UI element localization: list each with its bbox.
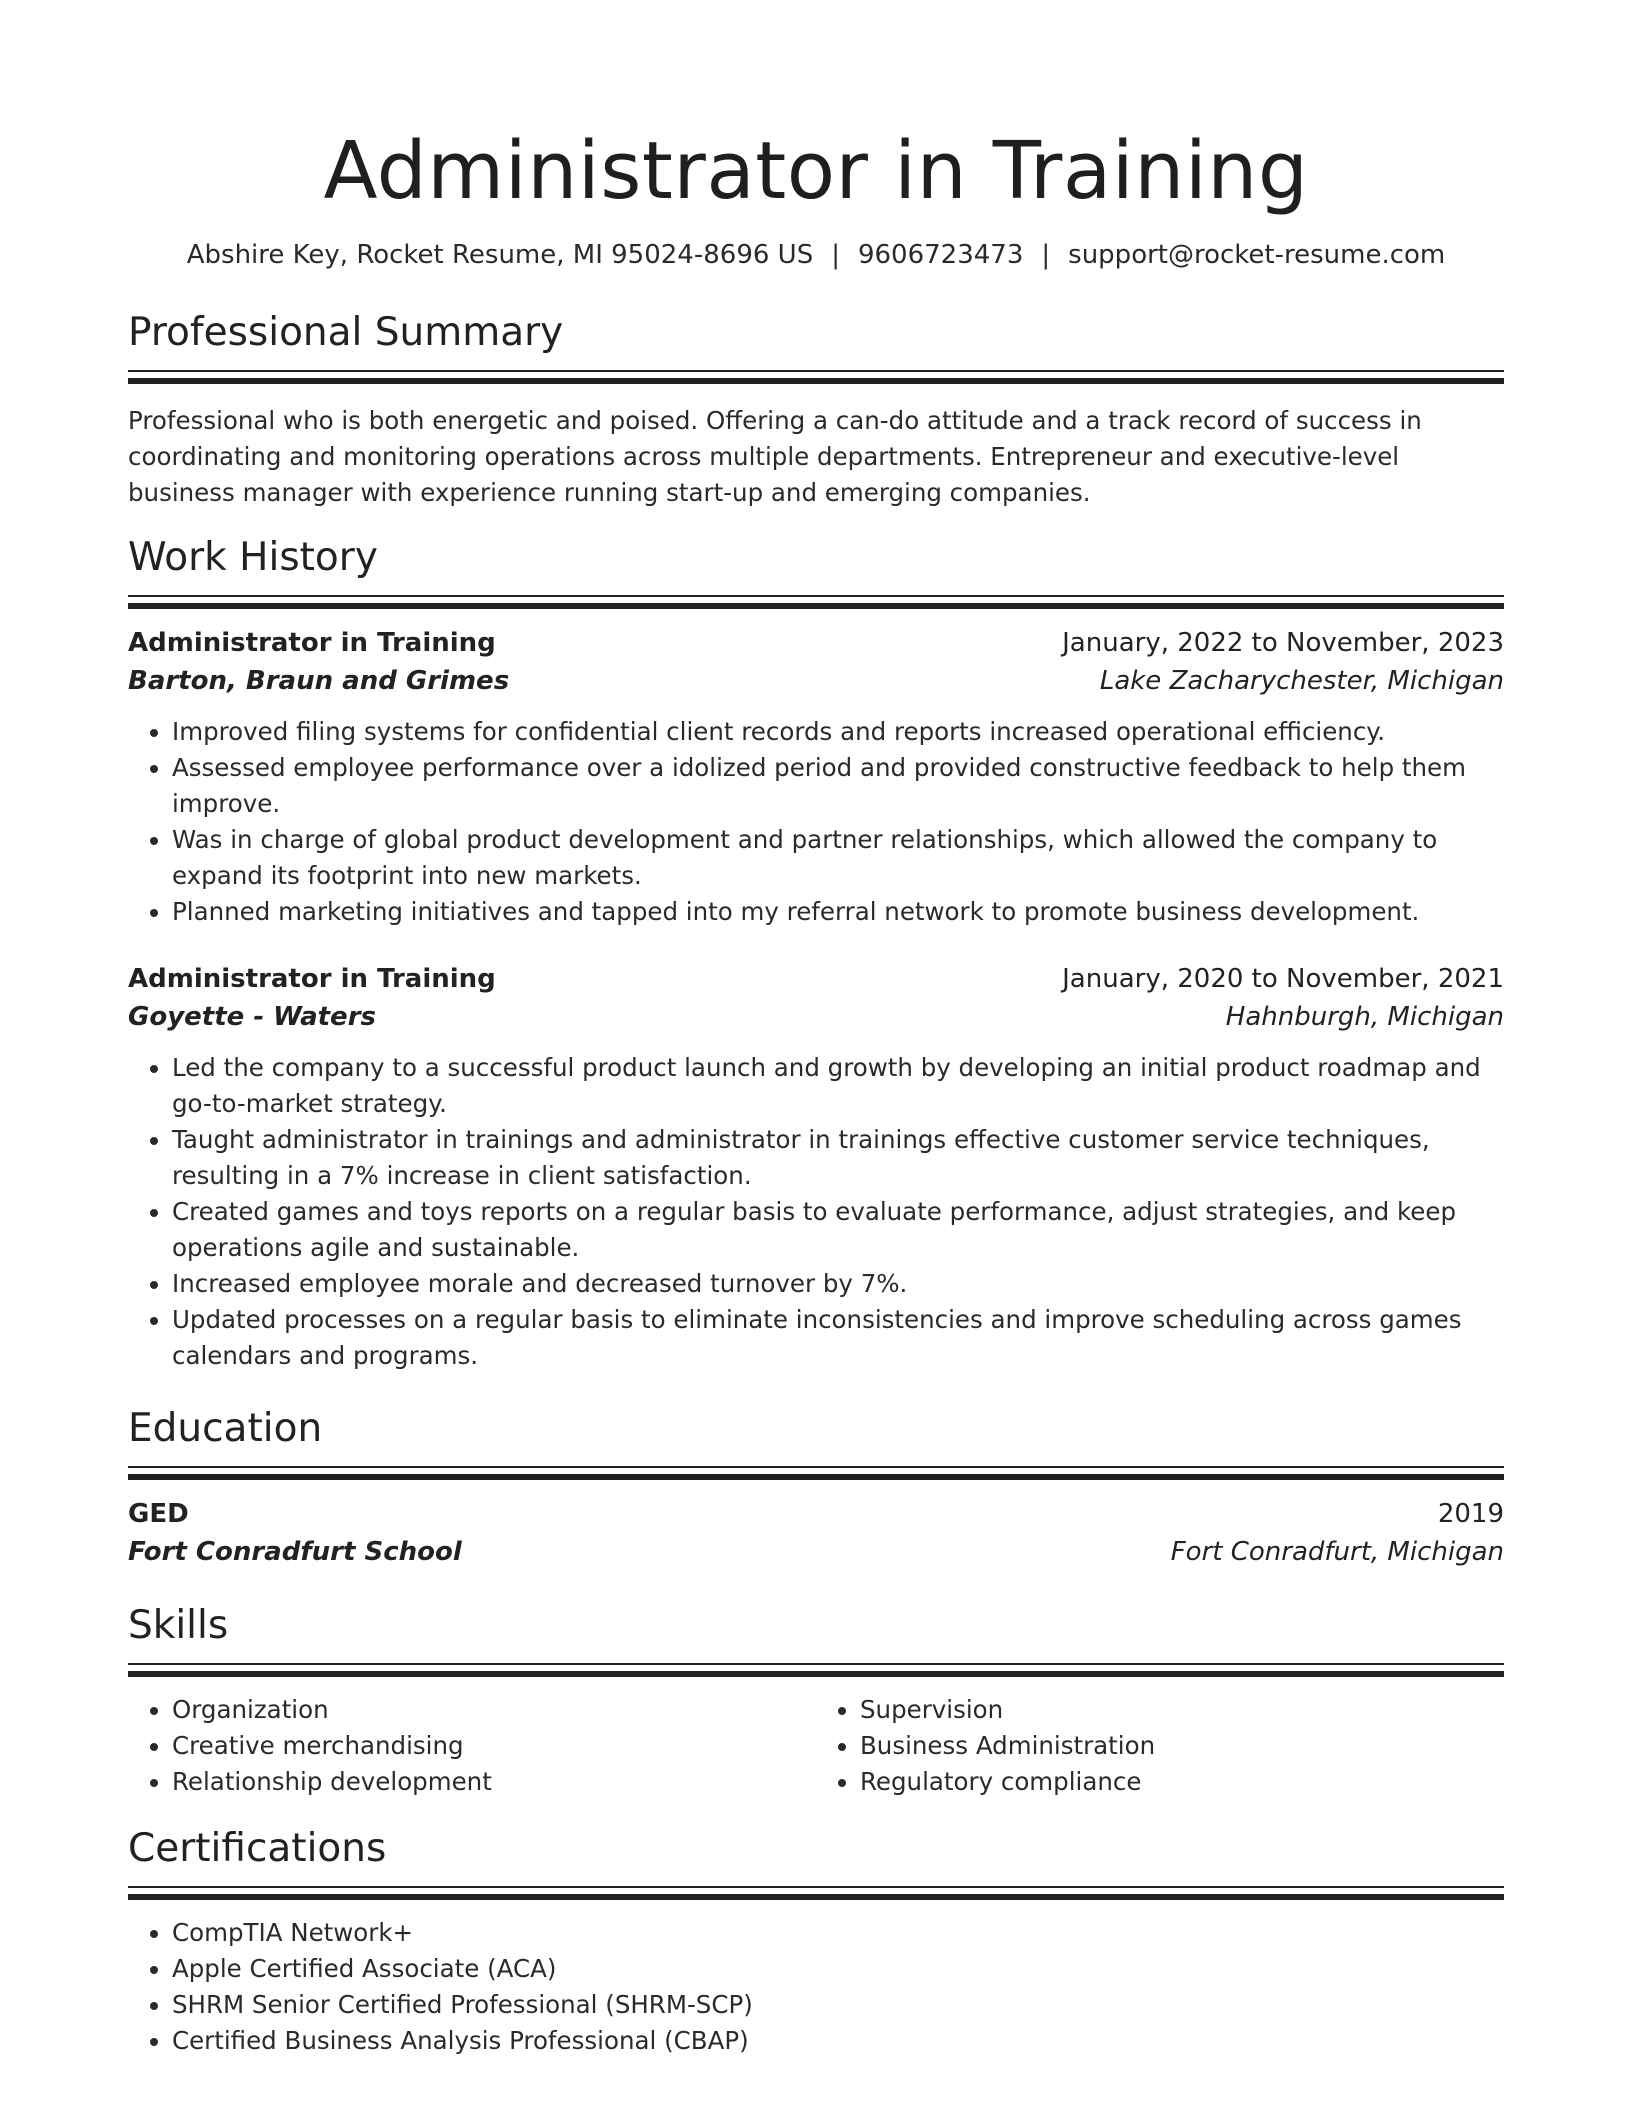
skills-list-left <box>128 1692 816 1800</box>
job-entry <box>128 624 1504 930</box>
section-divider <box>128 370 1504 385</box>
list-item: • Planned marketing initiatives and tapped into my referral network to promote business development. <box>172 894 1504 930</box>
job-company: Barton, Braun and Grimes <box>128 666 510 696</box>
skill-item: • Relationship development <box>172 1764 816 1800</box>
list-item: • Increased employee morale and decreased turnover by 7%. <box>172 1266 1504 1302</box>
list-item: • Taught administrator in trainings and administrator in trainings effective customer service techniques, resulting in a 7% increase in client satisfaction. <box>172 1122 1504 1194</box>
job-dates: January, 2020 to November, 2021 <box>1062 964 1504 994</box>
section-title-education: Education <box>128 1406 323 1451</box>
contact-line <box>128 238 1504 272</box>
job-location: Lake Zacharychester, Michigan <box>1099 666 1504 696</box>
skills-section <box>128 1601 1504 1800</box>
skill-item: • Business Administration <box>860 1728 1504 1764</box>
section-title-skills: Skills <box>128 1603 229 1648</box>
list-item: • Was in charge of global product development and partner relationships, which allowed the company to expand its footprint into new markets. <box>172 822 1504 894</box>
contact-address: Abshire Key, Rocket Resume, MI 95024-8696 US <box>186 240 814 270</box>
job-bullets <box>128 1050 1504 1374</box>
job-title: Administrator in Training <box>128 628 496 658</box>
list-item: • Updated processes on a regular basis to eliminate inconsistencies and improve scheduling across games calendars and programs. <box>172 1302 1504 1374</box>
certification-item: • SHRM Senior Certified Professional (SHRM-SCP) <box>172 1987 1504 2023</box>
resume-page <box>128 0 1504 2059</box>
education-school: Fort Conradfurt School <box>128 1537 462 1567</box>
list-item: • Assessed employee performance over a idolized period and provided constructive feedback to help them improve. <box>172 750 1504 822</box>
job-company: Goyette - Waters <box>128 1002 376 1032</box>
education-year: 2019 <box>1437 1499 1504 1529</box>
contact-separator: | <box>1041 240 1051 270</box>
skill-item: • Supervision <box>860 1692 1504 1728</box>
job-bullets <box>128 714 1504 930</box>
section-title-summary: Professional Summary <box>128 310 564 355</box>
certification-item: • Certified Business Analysis Professional (CBAP) <box>172 2023 1504 2059</box>
resume-name: Administrator in Training <box>323 125 1309 217</box>
education-degree: GED <box>128 1499 189 1529</box>
skills-list-right <box>816 1692 1504 1800</box>
certification-item: • Apple Certified Associate (ACA) <box>172 1951 1504 1987</box>
summary-section <box>128 308 1504 511</box>
certifications-list <box>128 1915 1504 2059</box>
contact-email: support@rocket-resume.com <box>1068 240 1446 270</box>
section-title-work-history: Work History <box>128 535 378 580</box>
skill-item: • Organization <box>172 1692 816 1728</box>
education-section <box>128 1404 1504 1571</box>
section-divider <box>128 1663 1504 1678</box>
work-history-section <box>128 533 1504 1374</box>
job-title: Administrator in Training <box>128 964 496 994</box>
skill-item: • Creative merchandising <box>172 1728 816 1764</box>
education-location: Fort Conradfurt, Michigan <box>1170 1537 1504 1567</box>
job-location: Hahnburgh, Michigan <box>1225 1002 1504 1032</box>
job-dates: January, 2022 to November, 2023 <box>1062 628 1504 658</box>
section-title-certifications: Certifications <box>128 1826 387 1871</box>
contact-separator: | <box>831 240 840 270</box>
summary-text: Professional who is both energetic and poised. Offering a can-do attitude and a track record of success in coordinating and monitoring operations across multiple departments. Entrepreneur and executive-level business manager with experience running start-up and emerging companies. <box>128 406 1422 507</box>
section-divider <box>128 1886 1504 1901</box>
certifications-section <box>128 1824 1504 2059</box>
certification-item: • CompTIA Network+ <box>172 1915 1504 1951</box>
contact-phone: 9606723473 <box>857 240 1024 270</box>
job-entry <box>128 960 1504 1374</box>
list-item: • Led the company to a successful product launch and growth by developing an initial product roadmap and go-to-market strategy. <box>172 1050 1504 1122</box>
section-divider <box>128 1466 1504 1481</box>
skill-item: • Regulatory compliance <box>860 1764 1504 1800</box>
list-item: • Improved filing systems for confidential client records and reports increased operational efficiency. <box>172 714 1504 750</box>
list-item: • Created games and toys reports on a regular basis to evaluate performance, adjust strategies, and keep operations agile and sustainable. <box>172 1194 1504 1266</box>
section-divider <box>128 595 1504 610</box>
skills-grid <box>128 1692 1504 1800</box>
